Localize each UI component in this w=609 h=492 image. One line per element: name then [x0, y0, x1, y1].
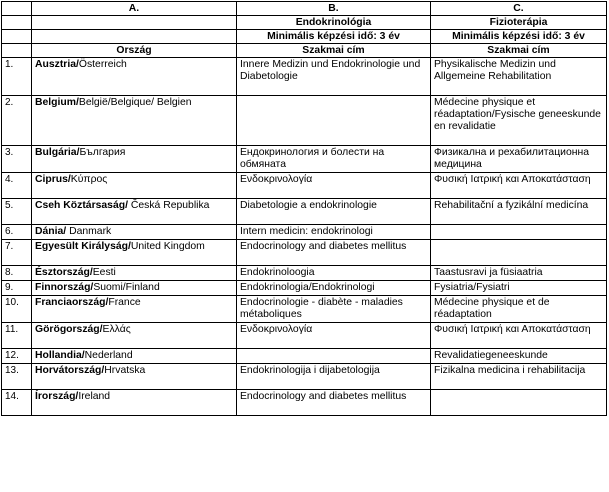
- title-header-c: Szakmai cím: [431, 44, 607, 58]
- country-cell: [32, 266, 237, 281]
- country-cell: [32, 349, 237, 364]
- column-letter-a: A.: [32, 2, 237, 16]
- specialty-title-physiotherapy: Φυσική Ιατρική και Αποκατάσταση: [431, 173, 607, 199]
- country-cell: [32, 364, 237, 390]
- table-body: [2, 2, 607, 416]
- country-name-hu: Ciprus/: [35, 174, 71, 185]
- corner-cell: [2, 2, 32, 16]
- row-number: 5.: [2, 199, 32, 225]
- country-cell: [32, 296, 237, 323]
- country-name-local: France: [108, 297, 141, 308]
- specialty-title-physiotherapy: Rehabilitační a fyzikální medicína: [431, 199, 607, 225]
- specialty-title-endocrinology: Ендокринология и болести на обмяната: [237, 146, 431, 173]
- country-name-hu: Egyesült Királyság/: [35, 241, 131, 252]
- specialty-title-endocrinology: Endocrinology and diabetes mellitus: [237, 240, 431, 266]
- specialty-name-b: Endokrinológia: [237, 16, 431, 30]
- specialty-title-endocrinology: Endokrinologia/Endokrinologi: [237, 281, 431, 296]
- specialty-title-endocrinology: Endokrinologija i dijabetologija: [237, 364, 431, 390]
- specialty-title-physiotherapy: [431, 240, 607, 266]
- table-row: [2, 240, 607, 266]
- specialty-title-physiotherapy: Физикална и рехабилитационна медицина: [431, 146, 607, 173]
- row-number: 2.: [2, 96, 32, 146]
- specialty-table: [1, 1, 607, 416]
- min-training-row: [2, 30, 607, 44]
- country-cell: [32, 173, 237, 199]
- column-header-row: [2, 44, 607, 58]
- row-number: 13.: [2, 364, 32, 390]
- empty-cell: [2, 44, 32, 58]
- specialty-name-row: [2, 16, 607, 30]
- column-letter-b: B.: [237, 2, 431, 16]
- column-letter-row: [2, 2, 607, 16]
- empty-cell: [2, 30, 32, 44]
- country-name-hu: Ausztria/: [35, 59, 79, 70]
- country-name-local: Ireland: [78, 391, 111, 402]
- specialty-title-physiotherapy: Fizikalna medicina i rehabilitacija: [431, 364, 607, 390]
- row-number: 12.: [2, 349, 32, 364]
- country-header: Ország: [32, 44, 237, 58]
- table-row: [2, 146, 607, 173]
- country-name-local: Eesti: [92, 267, 116, 278]
- country-name-hu: Hollandia/: [35, 350, 85, 361]
- row-number: 8.: [2, 266, 32, 281]
- specialty-title-physiotherapy: [431, 225, 607, 240]
- specialty-title-physiotherapy: Médecine physique et réadaptation/Fysische geneeskunde en revalidatie: [431, 96, 607, 146]
- empty-cell: [2, 16, 32, 30]
- min-training-c: Minimális képzési idő: 3 év: [431, 30, 607, 44]
- country-name-local: България: [79, 147, 126, 158]
- specialty-title-endocrinology: Endocrinology and diabetes mellitus: [237, 390, 431, 416]
- table-row: [2, 296, 607, 323]
- country-name-hu: Észtország/: [35, 267, 93, 278]
- country-name-hu: Írország/: [35, 391, 79, 402]
- row-number: 1.: [2, 58, 32, 96]
- specialty-title-endocrinology: Innere Medizin und Endokrinologie und Diabetologie: [237, 58, 431, 96]
- country-cell: [32, 96, 237, 146]
- country-name-local: Österreich: [78, 59, 127, 70]
- country-cell: [32, 390, 237, 416]
- country-name-hu: Franciaország/: [35, 297, 109, 308]
- specialty-title-physiotherapy: Médecine physique et de réadaptation: [431, 296, 607, 323]
- table-row: [2, 199, 607, 225]
- country-name-local: Česká Republika: [127, 200, 210, 211]
- specialty-name-c: Fizioterápia: [431, 16, 607, 30]
- table-row: [2, 225, 607, 240]
- country-cell: [32, 281, 237, 296]
- country-name-local: Ελλάς: [102, 324, 131, 335]
- country-name-hu: Cseh Köztársaság/: [35, 200, 128, 211]
- specialty-title-endocrinology: [237, 349, 431, 364]
- table-row: [2, 323, 607, 349]
- country-cell: [32, 58, 237, 96]
- table-row: [2, 349, 607, 364]
- specialty-title-endocrinology: Intern medicin: endokrinologi: [237, 225, 431, 240]
- country-name-hu: Finnország/: [35, 282, 94, 293]
- specialty-title-endocrinology: Ενδοκρινολογία: [237, 323, 431, 349]
- country-cell: [32, 225, 237, 240]
- country-cell: [32, 199, 237, 225]
- column-letter-c: C.: [431, 2, 607, 16]
- row-number: 4.: [2, 173, 32, 199]
- specialty-title-endocrinology: Endokrinoloogia: [237, 266, 431, 281]
- specialty-title-endocrinology: Endocrinologie - diabète - maladies métaboliques: [237, 296, 431, 323]
- country-name-local: Hrvatska: [104, 365, 146, 376]
- country-name-local: België/Belgique/ Belgien: [78, 97, 192, 108]
- country-name-local: Nederland: [84, 350, 133, 361]
- specialty-title-physiotherapy: Taastusravi ja füsiaatria: [431, 266, 607, 281]
- specialty-title-physiotherapy: Fysiatria/Fysiatri: [431, 281, 607, 296]
- table-row: [2, 266, 607, 281]
- specialty-title-physiotherapy: Φυσική Ιατρική και Αποκατάσταση: [431, 323, 607, 349]
- specialty-title-physiotherapy: [431, 390, 607, 416]
- row-number: 10.: [2, 296, 32, 323]
- row-number: 14.: [2, 390, 32, 416]
- table-row: [2, 96, 607, 146]
- table-row: [2, 173, 607, 199]
- row-number: 3.: [2, 146, 32, 173]
- specialty-title-physiotherapy: Physikalische Medizin und Allgemeine Rehabilitation: [431, 58, 607, 96]
- country-name-hu: Dánia/: [35, 226, 67, 237]
- country-cell: [32, 240, 237, 266]
- country-name-local: Κύπρος: [70, 174, 108, 185]
- specialty-title-physiotherapy: Revalidatiegeneeskunde: [431, 349, 607, 364]
- country-name-hu: Görögország/: [35, 324, 103, 335]
- country-name-local: Suomi/Finland: [93, 282, 160, 293]
- table-row: [2, 390, 607, 416]
- country-name-hu: Belgium/: [35, 97, 79, 108]
- row-number: 6.: [2, 225, 32, 240]
- table-row: [2, 58, 607, 96]
- specialty-title-endocrinology: [237, 96, 431, 146]
- country-name-hu: Bulgária/: [35, 147, 80, 158]
- title-header-b: Szakmai cím: [237, 44, 431, 58]
- empty-cell: [32, 30, 237, 44]
- row-number: 9.: [2, 281, 32, 296]
- specialty-title-endocrinology: Ενδοκρινολογία: [237, 173, 431, 199]
- country-name-hu: Horvátország/: [35, 365, 105, 376]
- country-cell: [32, 146, 237, 173]
- specialty-title-endocrinology: Diabetologie a endokrinologie: [237, 199, 431, 225]
- min-training-b: Minimális képzési idő: 3 év: [237, 30, 431, 44]
- table-row: [2, 281, 607, 296]
- row-number: 11.: [2, 323, 32, 349]
- country-name-local: United Kingdom: [130, 241, 205, 252]
- table-row: [2, 364, 607, 390]
- country-name-local: Danmark: [66, 226, 112, 237]
- country-cell: [32, 323, 237, 349]
- empty-cell: [32, 16, 237, 30]
- row-number: 7.: [2, 240, 32, 266]
